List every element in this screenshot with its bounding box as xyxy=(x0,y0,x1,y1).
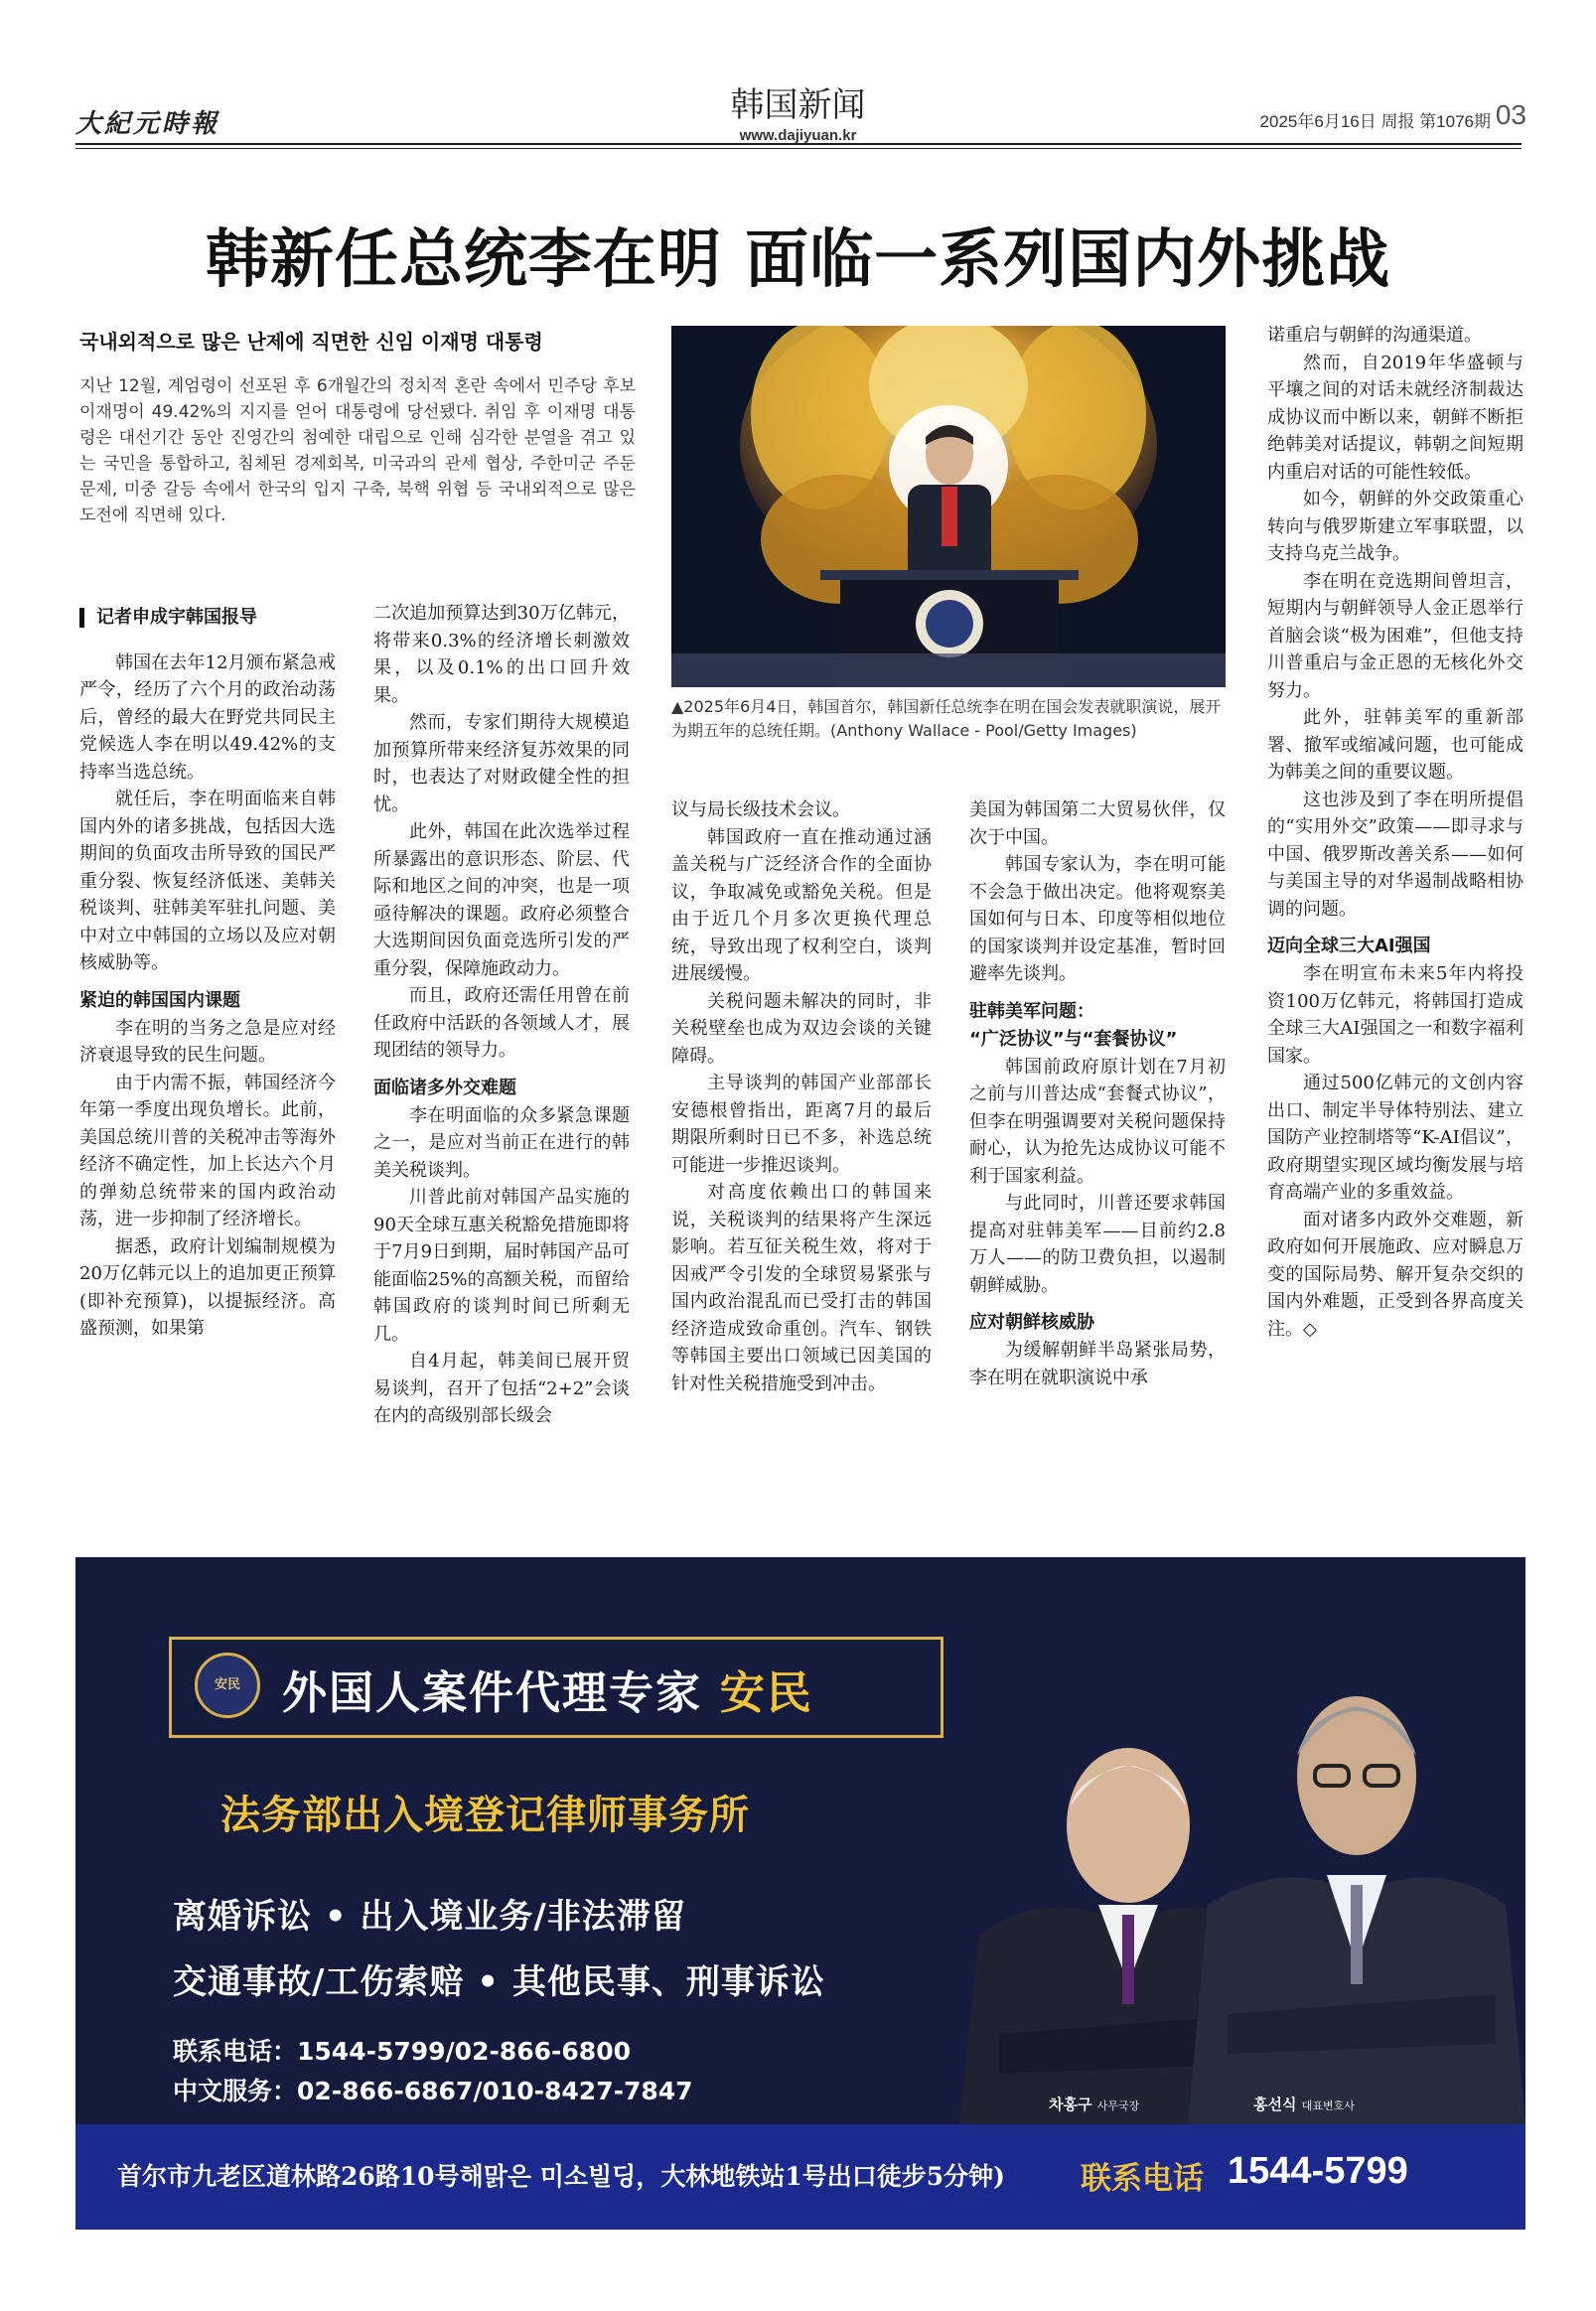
paragraph: 然而，自2019年华盛顿与平壤之间的对话未就经济制裁达成协议而中断以来，朝鲜不断拒绝韩美对话提议，韩朝之间短期内重启对话的可能性较低。 xyxy=(1267,352,1523,483)
subheading-line1: 驻韩美军问题： xyxy=(969,1000,1094,1022)
paragraph: 这也涉及到了李在明所提倡的“实用外交”政策——即寻求与中国、俄罗斯改善关系——如何与美国主导的对华遏制战略相协调的问题。 xyxy=(1267,789,1523,920)
ad-address: 首尔市九老区道林路26路10号해맑은 미소빌딩，大林地铁站1号出口徒步5分钟) xyxy=(117,2162,1005,2191)
column-1 xyxy=(79,604,336,1343)
paragraph: 此外，韩国在此次选举过程所暴露出的意识形态、阶层、代际和地区之间的冲突，也是一项亟待解决的课题。政府必须整合大选期间因负面竞选所引发的严重分裂，保障施政动力。 xyxy=(373,821,630,979)
paragraph: 诺重启与朝鲜的沟通渠道。 xyxy=(1267,325,1482,346)
ad-service-line-2: 交通事故/工伤索赔 • 其他民事、刑事诉讼 xyxy=(173,1962,825,2002)
person-2-label xyxy=(1253,2094,1355,2114)
paragraph: 韩国在去年12月颁布紧急戒严令，经历了六个月的政治动荡后，曾经的最大在野党共同民主党候选人李在明以49.42%的支持率当选总统。 xyxy=(79,651,336,783)
subheading-line2: “广泛协议”与“套餐协议” xyxy=(969,1028,1178,1050)
section-title: 韩国新闻 xyxy=(730,85,866,125)
byline-text: 记者申成宇韩国报导 xyxy=(96,607,257,628)
photo-illustration xyxy=(671,326,1226,687)
paragraph: 关税问题未解决的同时，非关税壁垒也成为双边会谈的关键障碍。 xyxy=(671,990,932,1067)
paragraph: 通过500亿韩元的文创内容出口、制定半导体特别法、建立国防产业控制塔等“K-AI倡议”，政府期望实现区域均衡发展与培育高端产业的多重效益。 xyxy=(1267,1073,1523,1203)
law-firm-emblem-icon: 安民 xyxy=(195,1653,260,1718)
paragraph: 然而，专家们期待大规模追加预算所带来经济复苏效果的同时，也表达了对财政健全性的担忧。 xyxy=(373,712,630,815)
person-1-label xyxy=(1049,2094,1139,2114)
paragraph: 川普此前对韩国产品实施的90天全球互惠关税豁免措施即将于7月9日到期，届时韩国产品可能面临25%的高额关税，而留给韩国政府的谈判时间已所剩无几。 xyxy=(373,1187,630,1345)
subheading: 紧迫的韩国国内课题 xyxy=(79,989,240,1011)
column-4 xyxy=(969,796,1226,1391)
paragraph: 韩国政府一直在推动通过涵盖关税与广泛经济合作的全面协议，争取减免或豁免关税。但是由于近几个月多次更换代理总统，导致出现了权利空白，谈判进展缓慢。 xyxy=(671,826,932,984)
law-firm-advertisement[interactable] xyxy=(75,1557,1525,2230)
paragraph: 主导谈判的韩国产业部部长安德根曾指出，距离7月的最后期限所剩时日已不多，补选总统可能进一步推迟谈判。 xyxy=(671,1073,932,1176)
masthead-logo: 大紀元時報 xyxy=(75,109,220,139)
ad-contact-phone-label: 联系电话： xyxy=(173,2037,298,2066)
paragraph: 李在明在竞选期间曾坦言，短期内与朝鲜领导人金正恩举行首脑会谈“极为困难”，但他支持川普重启与金正恩的无核化外交努力。 xyxy=(1267,570,1523,701)
ad-subtitle: 法务部出入境登记律师事务所 xyxy=(220,1793,750,1838)
paragraph: 议与局长级技术会议。 xyxy=(671,799,850,820)
subheading xyxy=(969,998,1226,1054)
paragraph: 面对诸多内政外交难题，新政府如何开展施政、应对瞬息万变的国际局势、解开复杂交织的国内外难题，正受到各界高度关注。◇ xyxy=(1267,1209,1523,1340)
subheading: 迈向全球三大AI强国 xyxy=(1267,936,1431,956)
ad-contact-phone-number: 1544-5799/02-866-6800 xyxy=(297,2037,631,2066)
person-2-role: 대표변호사 xyxy=(1301,2099,1355,2112)
paragraph: 韩国专家认为，李在明可能不会急于做出决定。他将观察美国如何与日本、印度等相似地位的国家谈判并设定基准，暂时回避率先谈判。 xyxy=(969,854,1226,984)
paragraph: 韩国前政府原计划在7月初之前与川普达成“套餐式协议”，但李在明强调要对关税问题保持耐心，认为抢先达成协议可能不利于国家利益。 xyxy=(969,1056,1226,1187)
photo-caption: ▲2025年6月4日，韩国首尔，韩国新任总统李在明在国会发表就职演说，展开为期五年的总统任期。(Anthony Wallace - Pool/Getty Images) xyxy=(671,697,1222,740)
korean-lead: 지난 12월, 계엄령이 선포된 후 6개월간의 정치적 혼란 속에서 민주당 후보 이재명이 49.42%의 지지를 얻어 대통령에 당선됐다. 취임 후 이재명 대통령은 대선기간 동안 진영간의 첨예한 대립으로 인해 심각한 분열을 겪고 있는 국민을 통합하고, 침체된 경제회복, 미국과의 관세 협상, 주한미군 주둔 문제, 미중 갈등 속에서 한국의 입지 구축, 북핵 위협 등 국내외적으로 많은 도전에 직면해 있다. xyxy=(79,376,636,525)
paragraph: 如今，朝鲜的外交政策重心转向与俄罗斯建立军事联盟，以支持乌克兰战争。 xyxy=(1267,489,1523,564)
page-number: 03 xyxy=(1495,99,1526,130)
ad-title xyxy=(282,1657,813,1721)
issue-info: 2025年6月16日 周报 第1076期 xyxy=(1259,112,1491,131)
person-1-name: 차홍구 xyxy=(1049,2095,1092,2113)
header-rule-thin xyxy=(75,148,1522,149)
ad-title-highlight: 安民 xyxy=(719,1666,813,1719)
paragraph: 与此同时，川普还要求韩国提高对驻韩美军——目前约2.8万人——的防卫费负担，以遏制朝鲜威胁。 xyxy=(969,1193,1226,1296)
column-3 xyxy=(671,796,932,1397)
paragraph: 二次追加预算达到30万亿韩元，将带来0.3%的经济增长刺激效果，以及0.1%的出口回升效果。 xyxy=(373,603,630,706)
korean-title: 국내외적으로 많은 난제에 직면한 신임 이재명 대통령 xyxy=(79,330,543,354)
ad-contact-chinese[interactable] xyxy=(173,2072,693,2107)
paragraph: 为缓解朝鲜半岛紧张局势，李在明在就职演说中承 xyxy=(969,1340,1226,1388)
ad-contact-chinese-label: 中文服务： xyxy=(173,2077,298,2105)
paragraph: 由于内需不振，韩国经济今年第一季度出现负增长。此前，美国总统川普的关税冲击等海外经济不确定性，加上长达六个月的弹劾总统带来的国内政治动荡，进一步抑制了经济增长。 xyxy=(79,1072,336,1229)
person-1-role: 사무국장 xyxy=(1096,2099,1140,2112)
ad-contact-chinese-number: 02-866-6867/010-8427-7847 xyxy=(297,2077,693,2105)
ad-service-line-1: 离婚诉讼 • 出入境业务/非法滞留 xyxy=(173,1897,686,1937)
headline: 韩新任总统李在明 面临一系列国内外挑战 xyxy=(205,222,1391,297)
subheading: 面临诸多外交难题 xyxy=(373,1077,516,1098)
person-2-figure xyxy=(1188,1696,1525,2124)
paragraph: 而且，政府还需任用曾在前任政府中活跃的各领域人才，展现团结的领导力。 xyxy=(373,985,630,1061)
paragraph: 就任后，李在明面临来自韩国内外的诸多挑战，包括因大选期间的负面攻击所导致的国民严重分裂、恢复经济低迷、美韩关税谈判、驻韩美军驻扎问题、美中对立中韩国的立场以及应对朝核威胁等。 xyxy=(79,789,336,973)
ad-footer-bar xyxy=(75,2124,1525,2230)
ad-hotline-label: 联系电话 xyxy=(1081,2161,1204,2197)
paragraph: 对高度依赖出口的韩国来说，关税谈判的结果将产生深远影响。若互征关税生效，将对于因戒严令引发的全球贸易紧张与国内政治混乱而已受打击的韩国经济造成致命重创。汽车、钢铁等韩国主要出口领域已因美国的针对性关税措施受到冲击。 xyxy=(671,1182,932,1394)
byline-bar xyxy=(79,608,84,628)
subheading: 应对朝鲜核威胁 xyxy=(969,1312,1094,1333)
paragraph: 李在明的当务之急是应对经济衰退导致的民生问题。 xyxy=(79,1017,336,1066)
paragraph: 李在明宣布未来5年内将投资100万亿韩元，将韩国打造成全球三大AI强国之一和数字福利国家。 xyxy=(1267,963,1523,1067)
header-rule xyxy=(75,143,1522,145)
person-2-name: 홍선식 xyxy=(1253,2095,1297,2113)
paragraph: 据悉，政府计划编制规模为20万亿韩元以上的追加更正预算(即补充预算)，以提振经济。高盛预测，如果第 xyxy=(79,1235,336,1339)
ad-title-main: 外国人案件代理专家 xyxy=(282,1666,703,1719)
lawyers-photo xyxy=(940,1607,1525,2124)
byline xyxy=(79,604,336,632)
column-2 xyxy=(373,600,630,1430)
president-photo xyxy=(671,326,1226,687)
paragraph: 此外，驻韩美军的重新部署、撤军或缩减问题，也可能成为韩美之间的重要议题。 xyxy=(1267,707,1523,783)
paragraph: 自4月起，韩美间已展开贸易谈判，召开了包括“2+2”会谈在内的高级别部长级会 xyxy=(373,1351,630,1426)
column-5 xyxy=(1267,322,1523,1343)
ad-hotline-number[interactable]: 1544-5799 xyxy=(1228,2150,1408,2192)
paragraph: 李在明面临的众多紧急课题之一，是应对当前正在进行的韩美关税谈判。 xyxy=(373,1104,630,1181)
section-url[interactable]: www.dajiyuan.kr xyxy=(739,127,857,144)
ad-contact-phone[interactable] xyxy=(173,2032,631,2068)
paragraph: 美国为韩国第二大贸易伙伴，仅次于中国。 xyxy=(969,799,1226,848)
